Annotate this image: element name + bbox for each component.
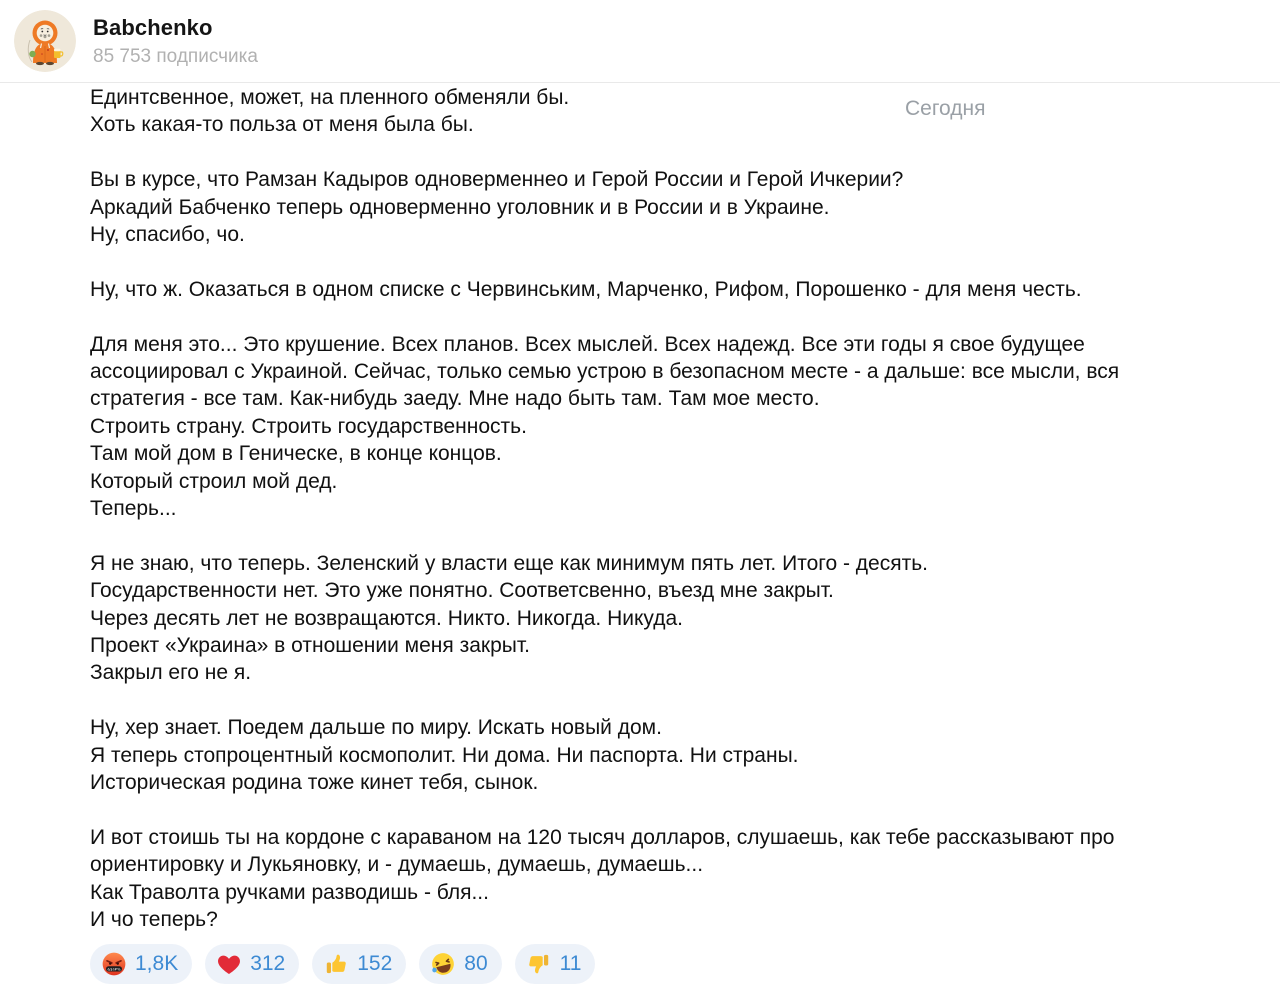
message-line: Историческая родина тоже кинет тебя, сынок. <box>90 771 539 795</box>
message-line: Ну, спасибо, чо. <box>90 223 245 247</box>
message-line: Там мой дом в Геническе, в конце концов. <box>90 442 502 466</box>
date-label: Сегодня <box>905 97 986 120</box>
reactions-row <box>90 944 595 984</box>
rage-emoji <box>101 951 127 977</box>
reaction-rofl-button[interactable] <box>419 944 501 984</box>
channel-name: Babchenko <box>93 15 213 40</box>
reaction-count: 1,8K <box>135 952 179 975</box>
message-line: Хоть какая-то польза от меня была бы. <box>90 113 474 137</box>
message-line: Ну, хер знает. Поедем дальше по миру. Искать новый дом. <box>90 716 662 740</box>
reaction-thumbs-down-button[interactable] <box>515 944 596 984</box>
reaction-thumbs-up-button[interactable] <box>312 944 406 984</box>
message-line: И чо теперь? <box>90 908 218 932</box>
message-line: Который строил мой дед. <box>90 469 338 493</box>
reaction-count: 11 <box>559 952 582 975</box>
message-line: Через десять лет не возвращаются. Никто. Никогда. Никуда. <box>90 606 683 630</box>
message-line <box>90 796 1204 823</box>
message-line <box>90 303 1204 330</box>
reaction-count: 312 <box>250 952 286 975</box>
channel-avatar[interactable] <box>14 10 76 72</box>
message-line: Для меня это... Это крушение. Всех планов. Всех мыслей. Всех надежд. Все эти годы я свое будущее ассоциировал с Украиной. Сейчас, только семью устрою в безопасном месте - а дальше: все мысли, вся стратегия - все там. Как-нибудь заеду. Мне надо быть там. Там мое место. <box>90 332 1125 411</box>
reaction-count: 80 <box>464 952 488 975</box>
avatar-kenny-illustration <box>14 10 76 72</box>
message-line <box>90 522 1204 549</box>
message-line <box>90 139 1204 166</box>
message-line: Теперь... <box>90 497 177 521</box>
message-line: Строить страну. Строить государственность. <box>90 414 527 438</box>
message-line: Я не знаю, что теперь. Зеленский у власти еще как минимум пять лет. Итого - десять. <box>90 551 928 575</box>
message-text <box>90 84 1204 934</box>
message-line: Государственности нет. Это уже понятно. Соответсвенно, въезд мне закрыт. <box>90 579 834 603</box>
message-line: И вот стоишь ты на кордоне с караваном на 120 тысяч долларов, слушаешь, как тебе рассказывают про ориентировку и Лукьяновку, и - думаешь, думаешь, думаешь... <box>90 825 1121 877</box>
rofl-emoji <box>430 951 456 977</box>
message-line <box>90 248 1204 275</box>
message-line: Вы в курсе, что Рамзан Кадыров одноверменнео и Герой России и Герой Ичкерии? <box>90 168 904 192</box>
subscriber-count: 85 753 подписчика <box>93 46 258 67</box>
message-line: Я теперь стопроцентный космополит. Ни дома. Ни паспорта. Ни страны. <box>90 743 799 767</box>
message-line <box>90 687 1204 714</box>
channel-header[interactable] <box>0 0 1280 83</box>
reaction-rage-button[interactable] <box>90 944 192 984</box>
thumbs-up-emoji <box>323 951 349 977</box>
thumbs-down-emoji <box>526 951 552 977</box>
message-line: Закрыл его не я. <box>90 661 252 685</box>
heart-emoji <box>216 951 242 977</box>
message-line: Ну, что ж. Оказаться в одном списке с Червинським, Марченко, Рифом, Порошенко - для меня честь. <box>90 277 1082 301</box>
svg-text:&$!#%: &$!#% <box>107 967 121 972</box>
reaction-heart-button[interactable] <box>205 944 299 984</box>
message-line: Как Траволта ручками разводишь - бля... <box>90 880 489 904</box>
message-line: Аркадий Бабченко теперь одноверменно уголовник и в России и в Украине. <box>90 195 830 219</box>
message-line: Проект «Украина» в отношении меня закрыт. <box>90 634 530 658</box>
reaction-count: 152 <box>357 952 393 975</box>
message-line: Единтсвенное, может, на пленного обменяли бы. <box>90 86 570 109</box>
